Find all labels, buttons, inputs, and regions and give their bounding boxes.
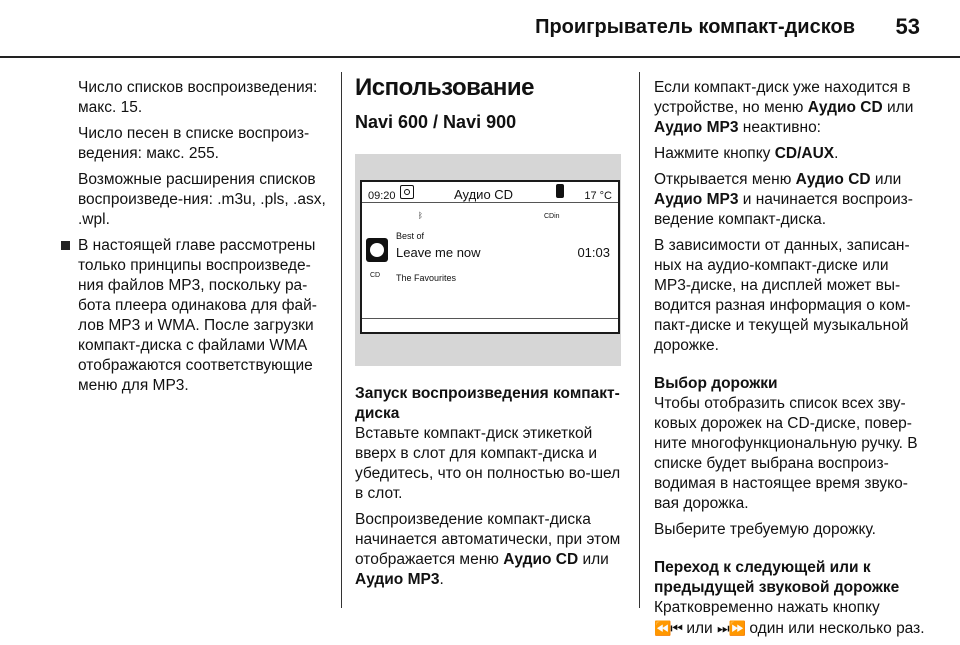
column-left — [78, 78, 326, 402]
text: или — [578, 551, 609, 568]
paragraph: В зависимости от данных, записан-ных на аудио-компакт-диске или MP3-диске, на дисплей может вы-водится разная информация о ком-пакт-диске и текущей музыкальной дорожке. — [654, 237, 911, 354]
next-track-icon: ⏭⏩ — [717, 620, 746, 636]
text: Нажмите кнопку — [654, 145, 775, 162]
bullet-text: В настоящей главе рассмотрены только принципы воспроизведе-ния файлов MP3, поскольку ра-бота плеера одинакова для фай-лов MP3 и WMA. После загрузки компакт-диска с файлами WMA отображаются соответствующие меню для MP3. — [78, 237, 317, 394]
previous-track-icon: ⏪⏮ — [654, 620, 683, 636]
bullet-item — [78, 236, 326, 396]
paragraph: Число списков воспроизведения: макс. 15. — [78, 79, 318, 116]
paragraph: Вставьте компакт-диск этикеткой вверх в слот для компакт-диска и убедитесь, что он полностью во-шел в слот. — [355, 425, 621, 502]
text: или — [882, 99, 914, 116]
text: Открывается меню — [654, 171, 796, 188]
divider — [362, 202, 618, 203]
paragraph — [355, 510, 625, 590]
text: Если компакт-диск уже находится в устройстве, но меню — [654, 79, 911, 116]
header-title: Проигрыватель компакт-дисков — [535, 16, 855, 38]
column-divider — [639, 72, 640, 608]
cd-label: CD — [370, 272, 381, 279]
text: . — [439, 571, 444, 588]
current-track: Leave me now — [396, 245, 481, 260]
bluetooth-icon: ᛒ — [418, 211, 423, 220]
text: Воспроизведение компакт-диска начинается автоматически, при этом отображается меню — [355, 511, 621, 568]
screen-title: Аудио CD — [454, 187, 514, 202]
text: Кратковременно нажать кнопку — [654, 599, 880, 616]
paragraph — [654, 170, 929, 230]
paragraph-heading: Переход к следующей или к предыдущей звуковой дорожке — [654, 559, 900, 596]
paragraph: Возможные расширения списков воспроизведе-ния: .m3u, .pls, .asx, .wpl. — [78, 171, 326, 228]
menu-name: Аудио CD — [503, 551, 579, 568]
button-name: CD/AUX — [774, 145, 835, 162]
menu-name: Аудио MP3 — [654, 119, 739, 136]
page-number: 53 — [895, 14, 920, 39]
column-right — [654, 78, 929, 645]
text: или — [870, 171, 902, 188]
cd-icon — [366, 238, 388, 262]
disc-icon — [400, 185, 414, 199]
paragraph-heading: Выбор дорожки — [654, 375, 778, 392]
display-illustration — [355, 154, 621, 366]
column-middle — [355, 74, 625, 596]
track-next-entry: The Favourites — [396, 273, 457, 283]
menu-name: Аудио MP3 — [654, 191, 739, 208]
paragraph — [654, 598, 929, 639]
paragraph — [654, 144, 929, 164]
phone-icon — [556, 184, 564, 198]
track-time: 01:03 — [577, 245, 610, 260]
bullet-square-icon — [61, 241, 70, 250]
text: . — [834, 145, 839, 162]
section-title: Использование — [355, 74, 535, 101]
page-header — [0, 0, 960, 58]
paragraph-heading: Запуск воспроизведения компакт-диска — [355, 385, 620, 422]
screen-temperature: 17 °C — [584, 190, 612, 202]
menu-name: Аудио CD — [795, 171, 871, 188]
paragraph — [654, 78, 929, 138]
paragraph: Чтобы отобразить список всех зву-ковых дорожек на CD-диске, повер-ните многофункциональную ручку. В списке будет выбрана воспроиз-водимая в настоящее время звуко-вая дорожка. — [654, 395, 918, 512]
cd-in-indicator: CDin — [544, 213, 560, 220]
subsection-title: Navi 600 / Navi 900 — [355, 112, 517, 132]
menu-name: Аудио MP3 — [355, 571, 440, 588]
divider — [362, 318, 618, 319]
text: неактивно: — [738, 119, 821, 136]
column-divider — [341, 72, 342, 608]
text: и начинается воспроиз-ведение компакт-диска. — [654, 191, 913, 228]
text: или — [682, 620, 718, 637]
paragraph: Выберите требуемую дорожку. — [654, 521, 876, 538]
track-prev-entry: Best of — [396, 231, 425, 241]
text: один или несколько раз. — [745, 620, 925, 637]
paragraph: Число песен в списке воспроиз-ведения: макс. 255. — [78, 125, 310, 162]
infotainment-screen — [360, 180, 620, 334]
screen-clock: 09:20 — [368, 190, 396, 202]
menu-name: Аудио CD — [807, 99, 883, 116]
